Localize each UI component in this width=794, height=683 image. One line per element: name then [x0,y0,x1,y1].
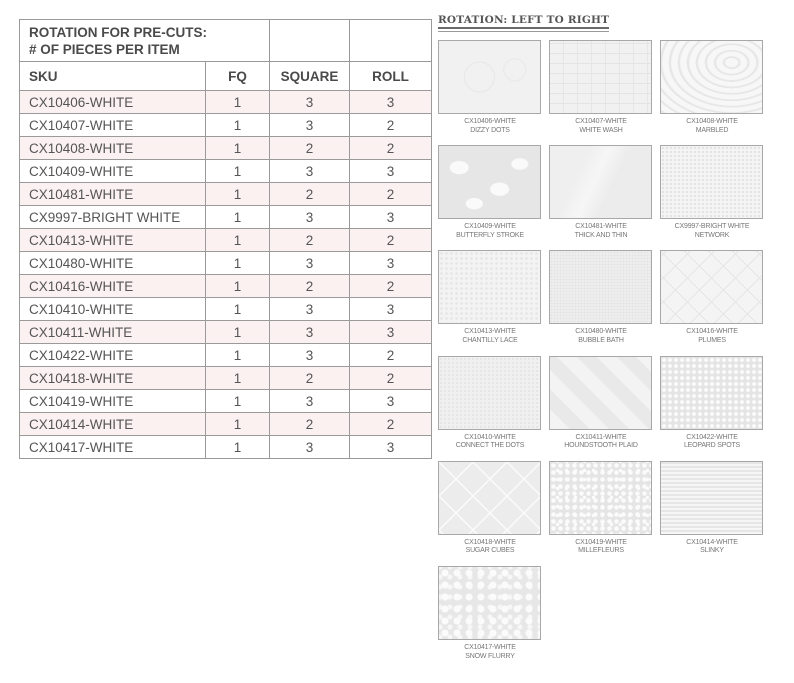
swatch-caption [438,434,542,451]
swatch-snow-flurry [438,566,542,666]
fabric-pattern [661,462,762,534]
fabric-pattern [439,41,540,113]
fabric-pattern [439,357,540,429]
square-cell: 2 [270,367,350,390]
roll-cell: 3 [350,390,432,413]
swatch-code: CX10409-WHITE [464,223,516,231]
square-cell: 3 [270,390,350,413]
table-row [20,206,432,229]
swatch-code: CX10406-WHITE [464,118,516,125]
roll-cell: 3 [350,298,432,321]
sku-cell: CX10416-WHITE [20,275,206,298]
swatch-chantilly-lace [438,250,542,350]
table-row [20,436,432,459]
sku-cell: CX10414-WHITE [20,413,206,436]
swatch-caption [660,118,764,135]
swatch-name: SUGAR CUBES [465,547,515,555]
fabric-swatch-image [660,40,763,114]
swatch-code: CX10413-WHITE [464,328,516,336]
swatch-name: BUTTERFLY STROKE [456,231,524,239]
fq-cell: 1 [205,137,269,160]
table-row [20,114,432,137]
swatch-name: WHITE WASH [579,126,623,134]
swatch-name: CONNECT THE DOTS [455,442,525,450]
sku-cell: CX10413-WHITE [20,229,206,252]
sku-cell: CX9997-BRIGHT WHITE [20,206,206,229]
sku-cell: CX10407-WHITE [20,114,206,137]
fq-cell: 1 [205,367,269,390]
swatch-code: CX10481-WHITE [575,223,627,231]
fq-cell: 1 [205,183,269,206]
header-sku: SKU [20,62,206,91]
table-row [20,252,432,275]
square-cell: 3 [270,344,350,367]
swatch-network [660,145,764,245]
swatch-caption [438,539,542,556]
fabric-swatch-image [549,250,652,324]
empty-cell [270,20,350,62]
table-row [20,183,432,206]
square-cell: 2 [270,413,350,436]
fabric-swatch-image [549,461,652,535]
precut-rotation-table [19,19,432,459]
swatch-code: CX9997-BRIGHT WHITE [674,223,750,231]
fabric-swatch-image [438,461,541,535]
swatch-marbled [660,40,764,140]
square-cell: 3 [270,206,350,229]
fabric-swatch-image [660,250,763,324]
sku-cell: CX10409-WHITE [20,160,206,183]
square-cell: 3 [270,114,350,137]
square-cell: 2 [270,137,350,160]
swatch-name: DIZZY DOTS [470,126,510,134]
fq-cell: 1 [205,390,269,413]
swatch-caption [438,328,542,345]
fq-cell: 1 [205,114,269,137]
sku-cell: CX10419-WHITE [20,390,206,413]
roll-cell: 2 [350,367,432,390]
fq-cell: 1 [205,298,269,321]
swatch-name: NETWORK [694,231,730,239]
swatch-caption [549,434,653,451]
header-roll: ROLL [350,62,432,91]
fabric-swatch-image [660,356,763,430]
fabric-pattern [439,251,540,323]
fabric-pattern [550,146,651,218]
swatch-name: MILLEFLEURS [578,547,624,555]
swatch-connect-the-dots [438,356,542,456]
swatch-caption [549,328,653,345]
swatch-caption [549,223,653,240]
square-cell: 3 [270,298,350,321]
roll-cell: 2 [350,137,432,160]
fabric-swatch-image [660,145,763,219]
swatch-caption [660,434,764,451]
fq-cell: 1 [205,321,269,344]
swatch-code: CX10416-WHITE [686,328,738,336]
swatch-name: BUBBLE BATH [578,336,624,344]
swatch-code: CX10418-WHITE [464,538,516,546]
table-title-row [20,20,432,62]
fabric-pattern [439,567,540,639]
swatch-caption [438,223,542,240]
fabric-swatch-image [438,566,541,640]
roll-cell: 3 [350,206,432,229]
fq-cell: 1 [205,413,269,436]
swatch-houndstooth-plaid [549,356,653,456]
swatch-slinky [660,461,764,561]
fq-cell: 1 [205,206,269,229]
square-cell: 3 [270,252,350,275]
header-square: SQUARE [270,62,350,91]
square-cell: 3 [270,321,350,344]
fabric-pattern [550,41,651,113]
sku-cell: CX10422-WHITE [20,344,206,367]
fabric-swatch-image [549,145,652,219]
swatch-code: CX10407-WHITE [575,118,627,125]
table-title-line1: ROTATION FOR PRE-CUTS: [29,24,207,40]
square-cell: 3 [270,160,350,183]
swatch-caption [549,539,653,556]
table-row [20,137,432,160]
sku-cell: CX10480-WHITE [20,252,206,275]
roll-cell: 3 [350,436,432,459]
swatch-bubble-bath [549,250,653,350]
fabric-pattern [661,357,762,429]
table-row [20,275,432,298]
roll-cell: 2 [350,114,432,137]
fq-cell: 1 [205,275,269,298]
swatch-sugar-cubes [438,461,542,561]
fabric-pattern [661,41,762,113]
fabric-swatch-image [438,356,541,430]
sku-cell: CX10418-WHITE [20,367,206,390]
header-fq: FQ [205,62,269,91]
swatch-code: CX10410-WHITE [464,433,516,441]
roll-cell: 2 [350,413,432,436]
fabric-pattern [550,462,651,534]
table-title-line2: # OF PIECES PER ITEM [29,41,180,57]
fabric-pattern [550,357,651,429]
square-cell: 2 [270,229,350,252]
swatch-leopard-spots [660,356,764,456]
fq-cell: 1 [205,252,269,275]
fabric-pattern [661,251,762,323]
fq-cell: 1 [205,436,269,459]
swatch-code: CX10414-WHITE [686,538,738,546]
swatch-caption [438,118,542,135]
square-cell: 2 [270,183,350,206]
square-cell: 3 [270,91,350,114]
swatch-name: SLINKY [700,547,724,555]
table-row [20,91,432,114]
roll-cell: 3 [350,321,432,344]
swatch-name: SNOW FLURRY [465,652,515,660]
roll-cell: 2 [350,229,432,252]
table-row [20,413,432,436]
sku-cell: CX10481-WHITE [20,183,206,206]
empty-cell [350,20,432,62]
swatch-code: CX10419-WHITE [575,538,627,546]
table-row [20,344,432,367]
fq-cell: 1 [205,229,269,252]
table-row [20,390,432,413]
swatch-code: CX10411-WHITE [575,433,627,441]
sku-cell: CX10408-WHITE [20,137,206,160]
sku-cell: CX10411-WHITE [20,321,206,344]
fabric-swatch-image [438,145,541,219]
roll-cell: 2 [350,275,432,298]
square-cell: 2 [270,275,350,298]
fabric-swatch-image [549,356,652,430]
table-row [20,321,432,344]
fabric-pattern [661,146,762,218]
fq-cell: 1 [205,91,269,114]
fabric-pattern [550,251,651,323]
table-row [20,367,432,390]
swatch-name: HOUNDSTOOTH PLAID [564,442,638,450]
sku-cell: CX10406-WHITE [20,91,206,114]
swatch-name: CHANTILLY LACE [462,336,518,344]
table-row [20,229,432,252]
swatch-code: CX10408-WHITE [686,118,738,125]
roll-cell: 3 [350,160,432,183]
fabric-swatch-image [438,40,541,114]
swatch-caption [660,223,764,240]
roll-cell: 3 [350,252,432,275]
swatch-caption [549,118,653,135]
table-title [20,20,270,62]
fabric-pattern [439,146,540,218]
rotation-title: ROTATION: LEFT TO RIGHT [438,14,609,29]
fq-cell: 1 [205,160,269,183]
swatch-code: CX10480-WHITE [575,328,627,336]
swatch-dizzy-dots [438,40,542,140]
swatch-caption [660,539,764,556]
sku-cell: CX10417-WHITE [20,436,206,459]
square-cell: 3 [270,436,350,459]
swatch-name: MARBLED [695,126,729,134]
swatch-thick-and-thin [549,145,653,245]
table-row [20,298,432,321]
swatch-butterfly-stroke [438,145,542,245]
swatch-name: PLUMES [698,336,726,344]
swatch-plumes [660,250,764,350]
table-header-row [20,62,432,91]
swatch-caption [438,644,542,661]
swatch-name: LEOPARD SPOTS [683,442,740,450]
table-row [20,160,432,183]
fabric-swatch-image [660,461,763,535]
roll-cell: 3 [350,91,432,114]
sku-cell: CX10410-WHITE [20,298,206,321]
roll-cell: 2 [350,344,432,367]
roll-cell: 2 [350,183,432,206]
swatch-code: CX10417-WHITE [464,644,516,651]
swatch-caption [660,328,764,345]
swatch-millefleurs [549,461,653,561]
fabric-swatch-image [438,250,541,324]
swatch-name: THICK AND THIN [574,231,628,239]
swatch-code: CX10422-WHITE [686,433,738,441]
swatch-white-wash [549,40,653,140]
fabric-swatch-image [549,40,652,114]
fabric-pattern [439,462,540,534]
fq-cell: 1 [205,344,269,367]
